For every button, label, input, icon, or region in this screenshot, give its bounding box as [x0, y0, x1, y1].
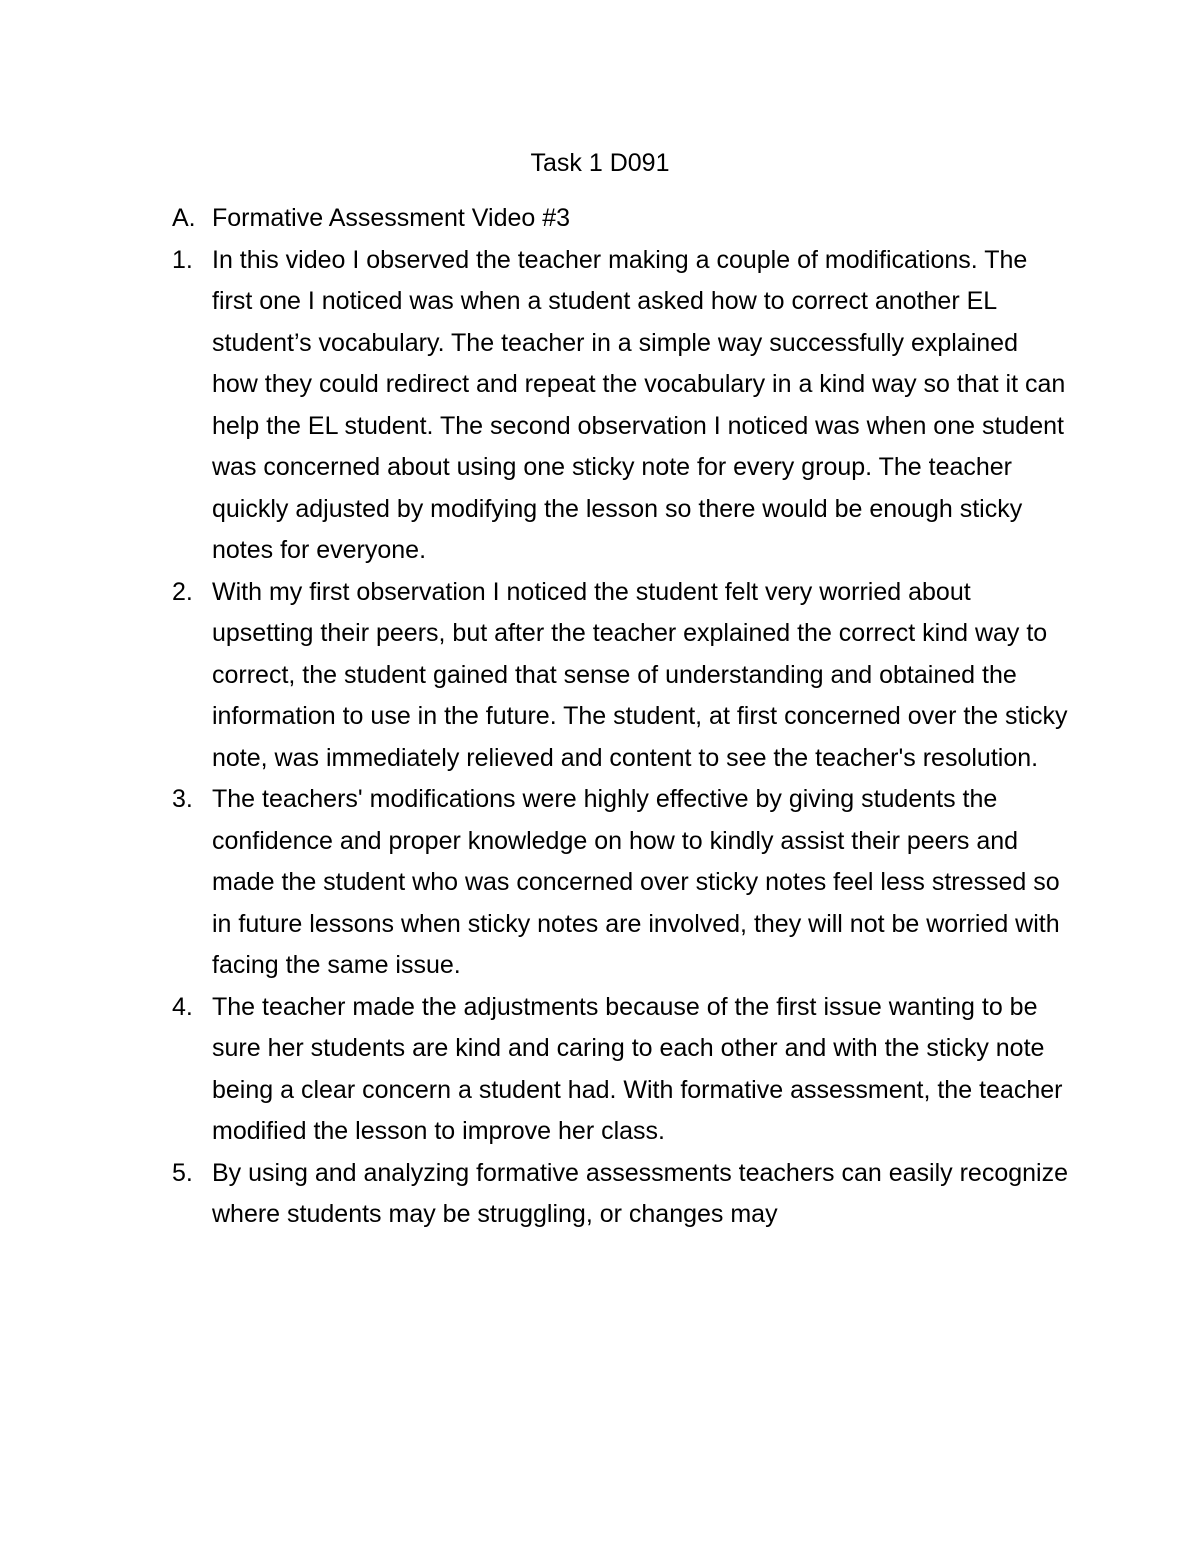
document-body [172, 198, 1068, 1236]
list-item-text: With my first observation I noticed the student felt very worried about upsetting their peers, but after the teacher explained the correct kind way to correct, the student gained that sense of understanding and obtained the information to use in the future. The student, at first concerned over the sticky note, was immediately relieved and content to see the teacher's resolution. [212, 577, 1068, 772]
list-item [172, 779, 1068, 987]
list-item-number: 5. [172, 1158, 193, 1187]
section-heading-text: Formative Assessment Video #3 [212, 204, 571, 232]
list-item-text: The teacher made the adjustments because of the first issue wanting to be sure her students are kind and caring to each other and with the sticky note being a clear concern a student had. With formative assessment, the teacher modified the lesson to improve her class. [212, 992, 1063, 1145]
numbered-list [172, 240, 1068, 1236]
list-item-number: 2. [172, 577, 193, 606]
list-item [172, 240, 1068, 572]
list-item-number: 1. [172, 245, 193, 274]
list-item-text: The teachers' modifications were highly effective by giving students the confidence and proper knowledge on how to kindly assist their peers and made the student who was concerned over sticky notes feel less stressed so in future lessons when sticky notes are involved, they will not be worried with facing the same issue. [212, 785, 1060, 979]
list-item [172, 1153, 1068, 1236]
list-item [172, 987, 1068, 1153]
list-item-text: In this video I observed the teacher making a couple of modifications. The first one I noticed was when a student asked how to correct another EL student’s vocabulary. The teacher in a simple way successfully explained how they could redirect and repeat the vocabulary in a kind way so that it can help the EL student. The second observation I noticed was when one student was concerned about using one sticky note for every group. The teacher quickly adjusted by modifying the lesson so there would be enough sticky notes for everyone. [212, 245, 1066, 564]
document-title: Task 1 D091 [530, 149, 670, 177]
section-marker: A. [172, 204, 196, 232]
section-heading [172, 198, 1068, 240]
list-item-number: 3. [172, 785, 193, 813]
list-item [172, 572, 1068, 780]
list-item-text: By using and analyzing formative assessments teachers can easily recognize where students may be struggling, or changes may [212, 1158, 1068, 1228]
list-item-number: 4. [172, 992, 193, 1021]
